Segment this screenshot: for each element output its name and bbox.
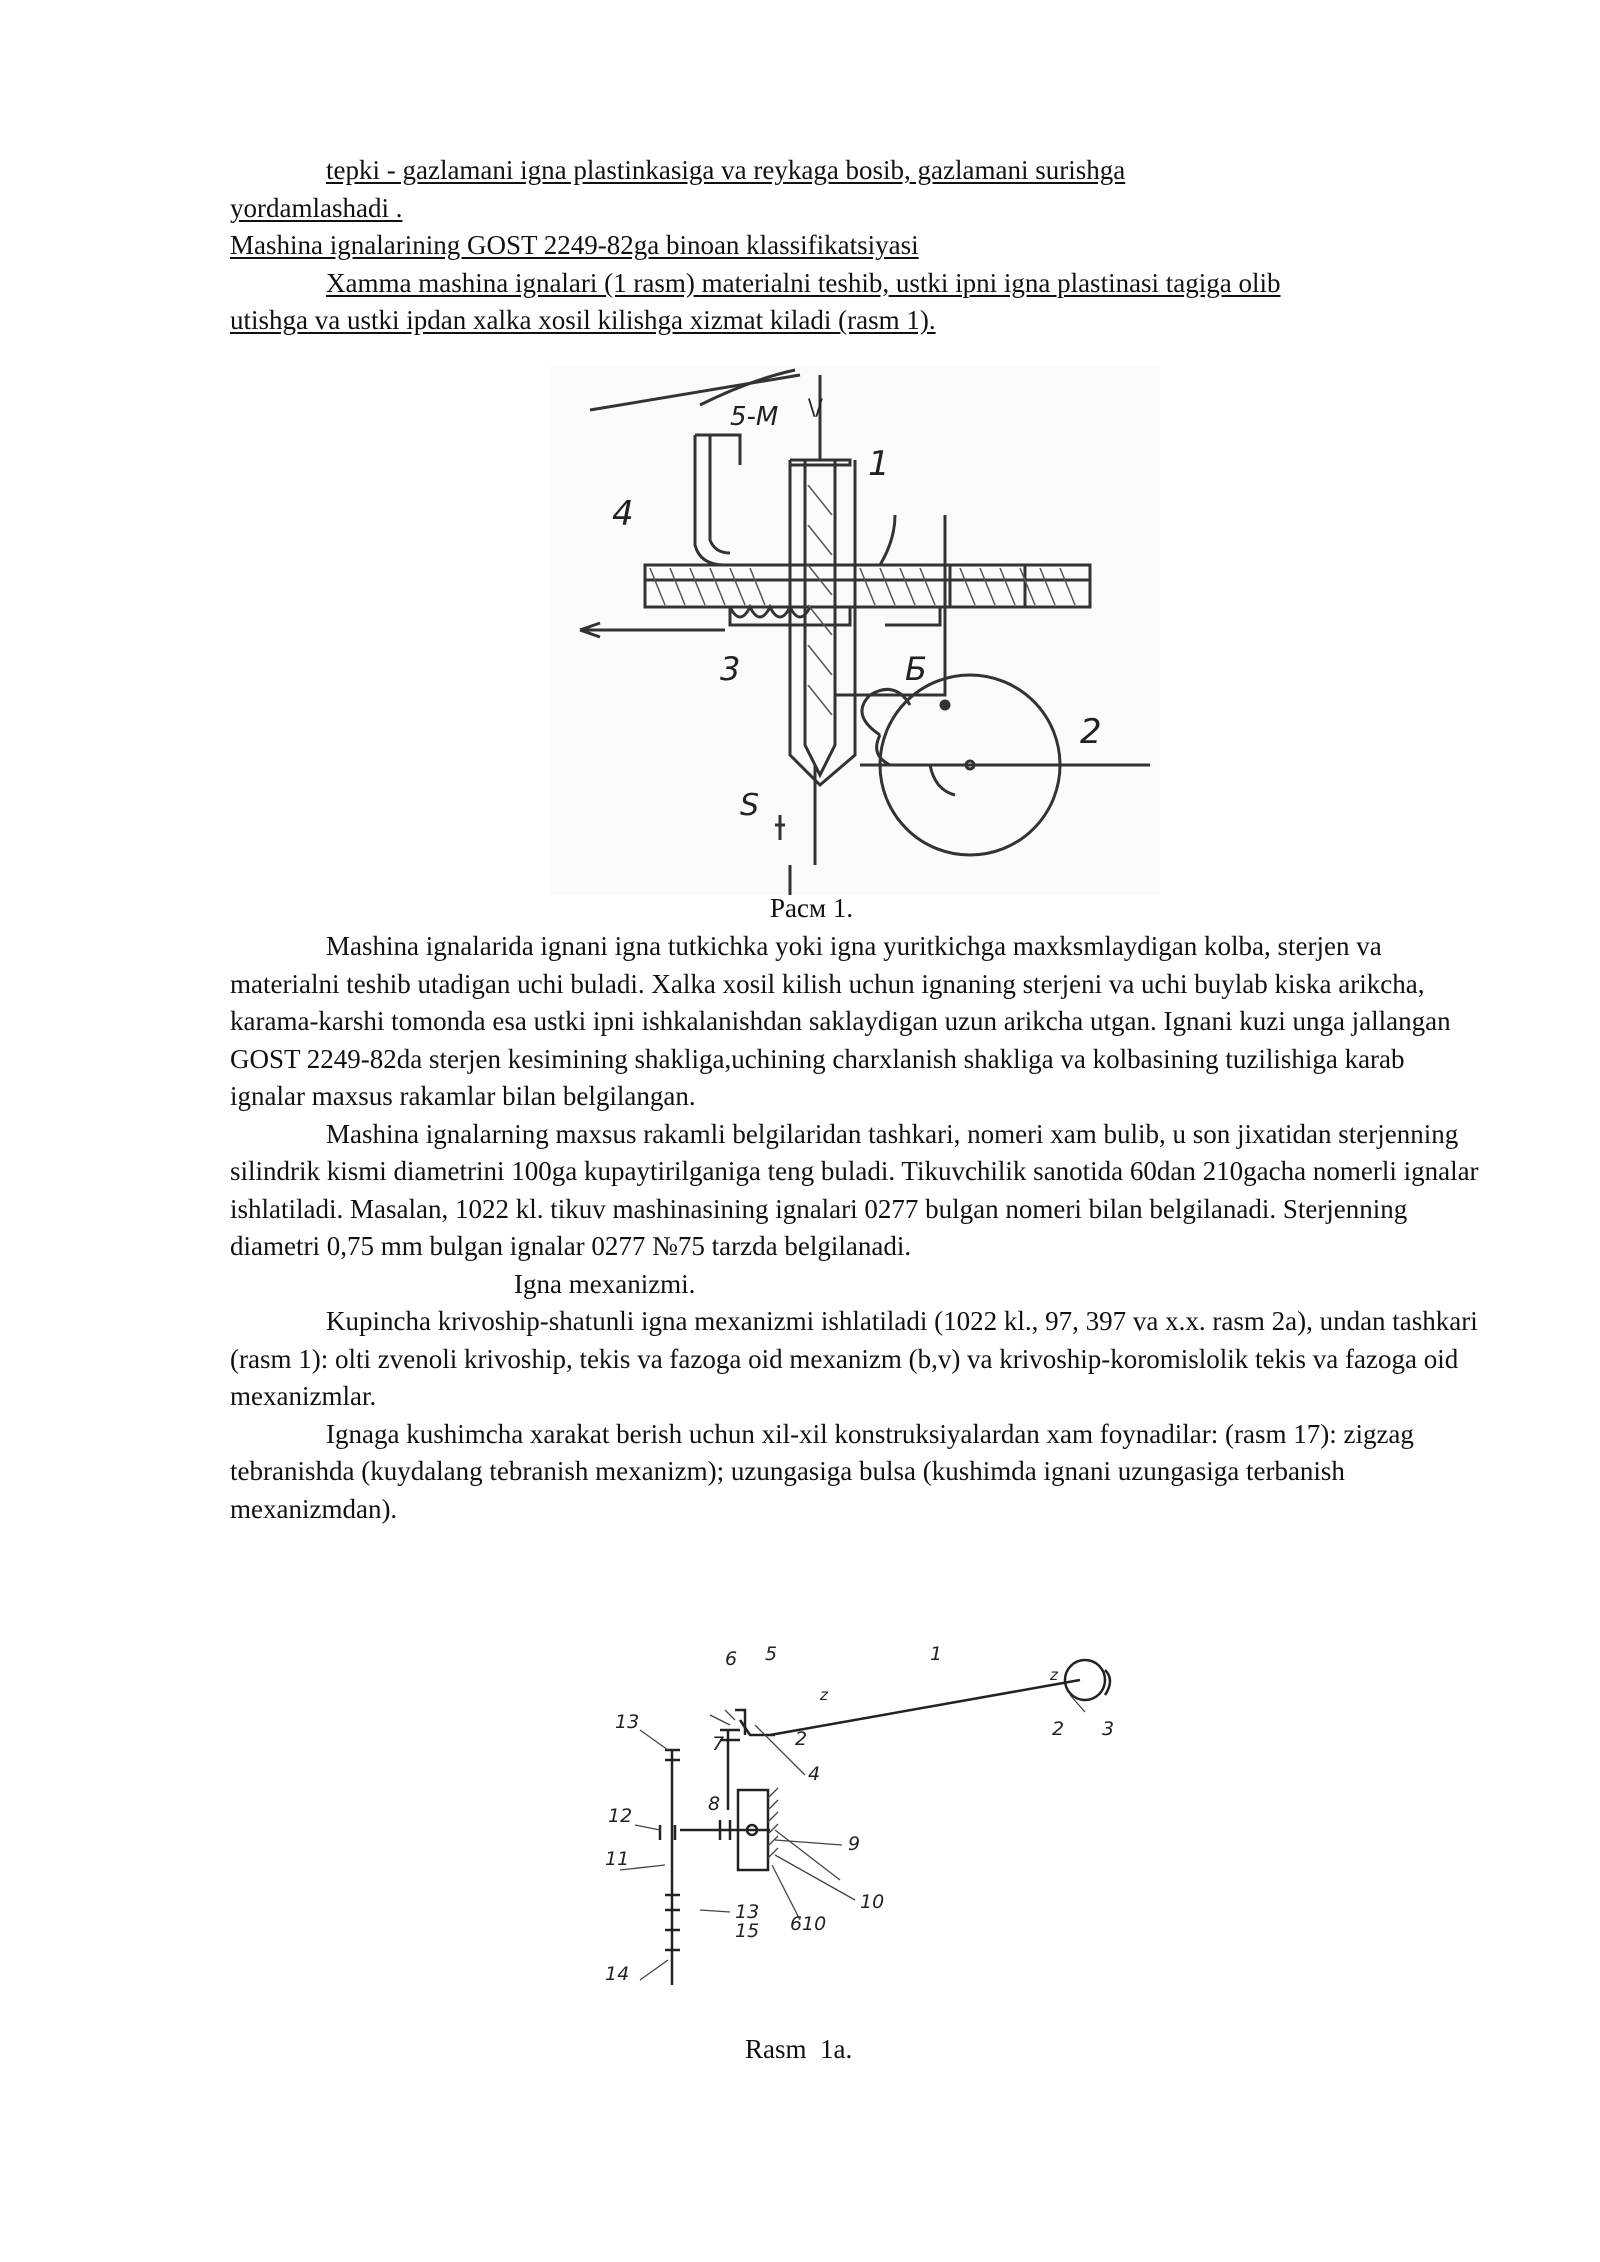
fig2-label-7: 7 (712, 1733, 725, 1755)
fig2-label-10a: 10 (860, 1891, 885, 1913)
body-text-block (230, 928, 1480, 1528)
fig1-label-3: 3 (720, 650, 741, 688)
intro-para-line-1 (230, 265, 1480, 303)
fig2-label-12: 12 (608, 1805, 633, 1827)
slider-hatching (768, 1788, 778, 1858)
intro-line-1-text: tepki - gazlamani igna plastinkasiga va reykaga bosib, gazlamani surishga (326, 155, 1126, 185)
fig1-label-s: S (740, 788, 760, 823)
figure-2-kinematic-scheme (580, 1640, 1140, 1990)
fig1-label-2: 2 (1080, 712, 1102, 752)
hook-point (941, 701, 949, 709)
fig2-label-13b: 13 (735, 1901, 760, 1923)
figure-1-needle-diagram (550, 365, 1160, 895)
fig2-label-z2: z (1050, 1666, 1058, 1684)
mechanism-heading: Igna mexanizmi. (514, 1268, 696, 1299)
intro-line-2: yordamlashadi . (230, 192, 403, 223)
leader-lines-right (772, 1830, 855, 1920)
intro-line-1 (230, 152, 1480, 190)
fig2-label-z1: z (820, 1686, 828, 1704)
intro-para-line-1-text: Xamma mashina ignalari (1 rasm) materialni teshib, ustki ipni igna plastinasi tagiga olib (326, 267, 1281, 298)
fig1-label-v: \/ (808, 396, 823, 421)
fig2-label-1: 1 (930, 1643, 943, 1665)
fig1-label-b: Б (905, 650, 927, 688)
crank-3 (1065, 1660, 1105, 1700)
top-text-block (230, 152, 1480, 340)
link-1 (770, 1680, 1080, 1735)
fig2-label-11: 11 (605, 1848, 630, 1870)
fig1-label-4: 4 (612, 494, 634, 534)
fig2-label-6a: 6 (725, 1648, 738, 1670)
fig2-label-2a: 2 (795, 1728, 808, 1750)
body-paragraph-3: Kupincha krivoship-shatunli igna mexanizmi ishlatiladi (1022 kl., 97, 397 va x.x. rasm 2a), undan tashkari (rasm 1): olti zvenoli krivoship, tekis va fazoga oid mexanizm (b,v) va krivoship-koromislolik tekis va fazoga oid mexanizmlar. (230, 1306, 1478, 1411)
body-paragraph-4: Ignaga kushimcha xarakat berish uchun xil-xil konstruksiyalardan xam foynadilar: (rasm 17): zigzag tebranishda (kuydalang tebranish mexanizm); uzungasiga bulsa (kushimda ignani uzungasiga terbanish mexanizmdan). (230, 1418, 1414, 1524)
figure-2-caption: Rasm 1a. (745, 2034, 853, 2064)
fig2-label-10b: 10 (802, 1913, 827, 1935)
fig2-label-8: 8 (708, 1793, 721, 1815)
fig2-label-3: 3 (1102, 1718, 1115, 1740)
leader-lines-top (710, 1710, 808, 1775)
fig2-label-13a: 13 (615, 1711, 640, 1733)
fig1-label-5m: 5-M (730, 402, 779, 432)
fig2-label-15: 15 (735, 1920, 760, 1942)
fig2-label-2b: 2 (1052, 1718, 1065, 1740)
fig2-label-5: 5 (765, 1643, 778, 1665)
fig1-label-1: 1 (868, 444, 890, 484)
fig2-label-4: 4 (808, 1763, 821, 1785)
intro-para-line-2: utishga va ustki ipdan xalka xosil kilishga xizmat kiladi (rasm 1). (230, 305, 936, 335)
section-heading: Mashina ignalarining GOST 2249-82ga binoan klassifikatsiyasi (230, 230, 919, 260)
body-paragraph-1: Mashina ignalarida ignani igna tutkichka yoki igna yuritkichga maxksmlaydigan kolba, sterjen va materialni teshib utadigan uchi buladi. Xalka xosil kilish uchun ignaning sterjeni va uchi buylab kiska arikcha, karama-karshi tomonda esa ustki ipni ishkalanishdan saklaydigan uzun arikcha utgan. Ignani kuzi unga jallangan GOST 2249-82da sterjen kesimining shakliga,uchining charxlanish shakliga va kolbasining tuzilishiga karab ignalar maxsus rakamlar bilan belgilangan. (230, 931, 1451, 1111)
fig2-label-6b: 6 (790, 1913, 803, 1935)
fig2-label-9: 9 (848, 1833, 861, 1855)
figure-1-caption: Расм 1. (770, 893, 854, 923)
fig2-label-14: 14 (605, 1963, 630, 1985)
body-paragraph-2: Mashina ignalarning maxsus rakamli belgilaridan tashkari, nomeri xam bulib, u son jixatidan sterjenning silindrik kismi diametrini 100ga kupaytirilganiga teng buladi. Tikuvchilik sanotida 60dan 210gacha nomerli ignalar ishlatiladi. Masalan, 1022 kl. tikuv mashinasining ignalari 0277 bulgan nomeri bilan belgilanadi. Sterjenning diametri 0,75 mm bulgan ignalar 0277 №75 tarzda belgilanadi. (230, 1118, 1479, 1261)
